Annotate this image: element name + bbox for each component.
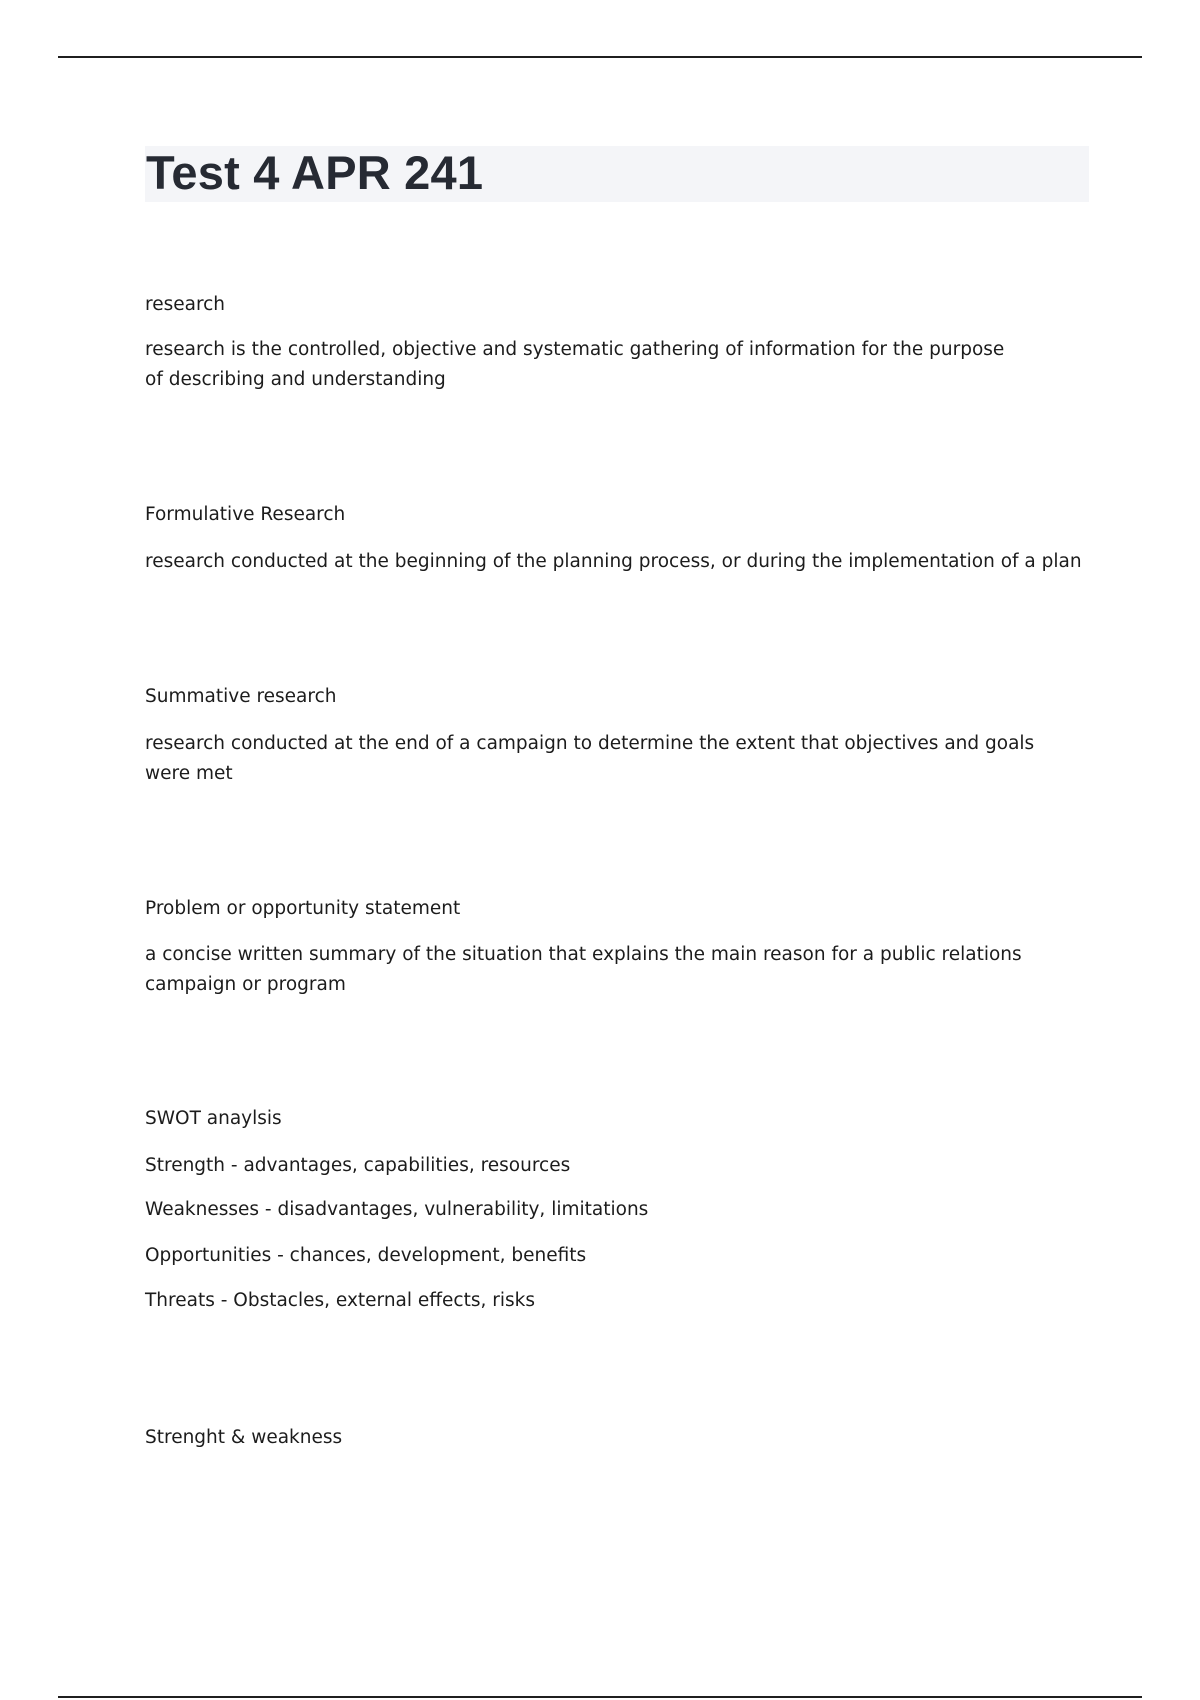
card-term: Formulative Research (145, 504, 346, 525)
swot-weakness-line: Weaknesses - disadvantages, vulnerability, limitations (145, 1199, 649, 1220)
swot-strength-line: Strength - advantages, capabilities, resources (145, 1155, 571, 1176)
card-term: Summative research (145, 686, 337, 707)
card-definition: research is the controlled, objective and systematic gathering of information for the purpose of describing and understanding (145, 339, 1005, 390)
card-term: research (145, 294, 226, 315)
card-term: Strenght & weakness (145, 1427, 343, 1448)
card-term: Problem or opportunity statement (145, 898, 461, 919)
top-rule (58, 56, 1142, 58)
card-definition: research conducted at the beginning of the planning process, or during the implementation of a plan (145, 551, 1082, 572)
card-definition: research conducted at the end of a campaign to determine the extent that objectives and goals were met (145, 733, 1035, 784)
swot-threat-line: Threats - Obstacles, external effects, risks (145, 1290, 535, 1311)
swot-opportunity-line: Opportunities - chances, development, benefits (145, 1245, 587, 1266)
card-term: SWOT anaylsis (145, 1108, 282, 1129)
bottom-rule (58, 1696, 1142, 1698)
page-title: Test 4 APR 241 (146, 146, 484, 199)
card-definition: a concise written summary of the situation that explains the main reason for a public relations campaign or program (145, 944, 1022, 995)
